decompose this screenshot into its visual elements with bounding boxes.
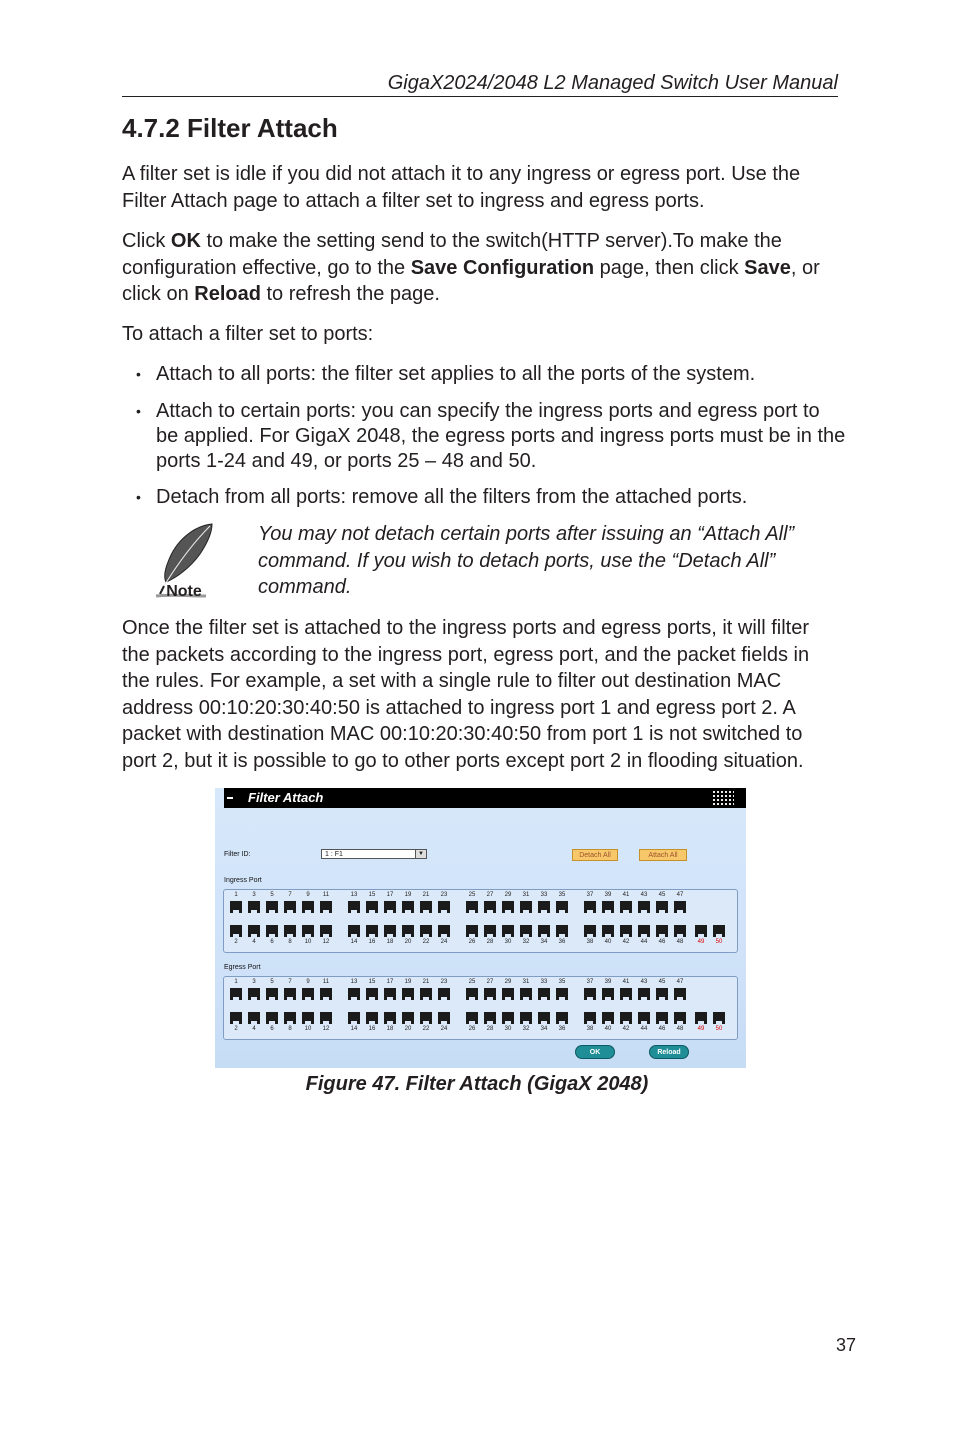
egress-port-21[interactable] [420, 988, 432, 1000]
ingress-port-number: 44 [640, 939, 648, 945]
paragraph-explanation: Once the filter set is attached to the ingress ports and egress ports, it will filter the packets according to the ingress port, egress port, and the packet fields in the rules. For example, a set with a single rule to filter out destination MAC address 00:10:20:30:40:50 is attached to ingress port 1 and egress port 2. A packet with destination MAC 00:10:20:30:40:50 from port 1 is not switched to port 2, but it is possible to go to other ports except port 2 in flooding situation. [122, 617, 810, 772]
egress-port-12[interactable] [320, 1012, 332, 1024]
egress-port-8[interactable] [284, 1012, 296, 1024]
egress-port-42[interactable] [620, 1012, 632, 1024]
egress-port-32[interactable] [520, 1012, 532, 1024]
ingress-port-14[interactable] [348, 925, 360, 937]
egress-port-24[interactable] [438, 1012, 450, 1024]
egress-port-number: 28 [486, 1026, 494, 1032]
ingress-port-number: 4 [252, 939, 256, 945]
ingress-port-35[interactable] [556, 901, 568, 913]
ingress-port-8[interactable] [284, 925, 296, 937]
egress-port-4[interactable] [248, 1012, 260, 1024]
note-label: Note [166, 583, 202, 600]
egress-port-35[interactable] [556, 988, 568, 1000]
minimize-icon [227, 797, 233, 799]
egress-uplink-port-number: 50 [715, 1026, 723, 1032]
ingress-port-number: 7 [288, 892, 292, 898]
ingress-port-3[interactable] [248, 901, 260, 913]
ingress-port-1[interactable] [230, 901, 242, 913]
ingress-port-number: 22 [422, 939, 430, 945]
egress-port-20[interactable] [402, 1012, 414, 1024]
egress-port-11[interactable] [320, 988, 332, 1000]
screenshot-title: Filter Attach [248, 790, 324, 805]
ingress-port-32[interactable] [520, 925, 532, 937]
egress-port-28[interactable] [484, 1012, 496, 1024]
paragraph-attach-intro: To attach a filter set to ports: [122, 323, 374, 345]
egress-port-39[interactable] [602, 988, 614, 1000]
ingress-port-44[interactable] [638, 925, 650, 937]
egress-port-37[interactable] [584, 988, 596, 1000]
egress-port-label: Egress Port [224, 964, 261, 971]
egress-port-31[interactable] [520, 988, 532, 1000]
egress-port-44[interactable] [638, 1012, 650, 1024]
ingress-uplink-port-number: 49 [697, 939, 705, 945]
ingress-port-5[interactable] [266, 901, 278, 913]
egress-port-number: 21 [422, 979, 430, 985]
ingress-port-number: 39 [604, 892, 612, 898]
ingress-port-40[interactable] [602, 925, 614, 937]
egress-port-2[interactable] [230, 1012, 242, 1024]
ingress-port-number: 40 [604, 939, 612, 945]
ingress-port-29[interactable] [502, 901, 514, 913]
ingress-port-number: 34 [540, 939, 548, 945]
egress-port-number: 19 [404, 979, 412, 985]
ingress-port-43[interactable] [638, 901, 650, 913]
egress-port-number: 23 [440, 979, 448, 985]
ingress-port-number: 8 [288, 939, 292, 945]
ingress-port-number: 23 [440, 892, 448, 898]
ingress-port-number: 15 [368, 892, 376, 898]
egress-port-number: 13 [350, 979, 358, 985]
ingress-port-number: 12 [322, 939, 330, 945]
egress-port-number: 31 [522, 979, 530, 985]
egress-port-number: 5 [270, 979, 274, 985]
egress-port-48[interactable] [674, 1012, 686, 1024]
ingress-port-number: 9 [306, 892, 310, 898]
egress-port-number: 8 [288, 1026, 292, 1032]
ingress-port-number: 1 [234, 892, 238, 898]
ingress-port-45[interactable] [656, 901, 668, 913]
egress-port-number: 41 [622, 979, 630, 985]
egress-port-7[interactable] [284, 988, 296, 1000]
ingress-port-number: 25 [468, 892, 476, 898]
ingress-port-number: 33 [540, 892, 548, 898]
ingress-port-34[interactable] [538, 925, 550, 937]
egress-port-number: 42 [622, 1026, 630, 1032]
ingress-port-11[interactable] [320, 901, 332, 913]
attach-all-button[interactable]: Attach All [639, 849, 687, 861]
ingress-port-number: 31 [522, 892, 530, 898]
ingress-port-46[interactable] [656, 925, 668, 937]
ingress-port-number: 47 [676, 892, 684, 898]
ingress-port-number: 32 [522, 939, 530, 945]
egress-port-number: 32 [522, 1026, 530, 1032]
egress-port-number: 30 [504, 1026, 512, 1032]
egress-port-number: 3 [252, 979, 256, 985]
ingress-port-number: 26 [468, 939, 476, 945]
ingress-port-number: 48 [676, 939, 684, 945]
bullet-item: • Attach to certain ports: you can specify the ingress ports and egress port to be applied. For GigaX 2048, the egress ports and ingress ports must be in the ports 1-24 and 49, or ports 25 – 48 and 50. [136, 400, 846, 472]
ingress-port-number: 10 [304, 939, 312, 945]
section-title: 4.7.2 Filter Attach [122, 113, 338, 143]
egress-port-38[interactable] [584, 1012, 596, 1024]
ingress-port-number: 28 [486, 939, 494, 945]
ingress-port-47[interactable] [674, 901, 686, 913]
ingress-port-number: 6 [270, 939, 274, 945]
filter-attach-screenshot [215, 788, 746, 1068]
egress-port-6[interactable] [266, 1012, 278, 1024]
egress-port-19[interactable] [402, 988, 414, 1000]
ingress-port-number: 19 [404, 892, 412, 898]
ingress-port-28[interactable] [484, 925, 496, 937]
egress-port-number: 29 [504, 979, 512, 985]
ingress-port-number: 14 [350, 939, 358, 945]
egress-port-13[interactable] [348, 988, 360, 1000]
ingress-port-21[interactable] [420, 901, 432, 913]
ingress-port-6[interactable] [266, 925, 278, 937]
note-text: You may not detach certain ports after issuing an “Attach All” command. If you wish to detach ports, use the “Detach All” command. [258, 523, 795, 598]
egress-port-number: 34 [540, 1026, 548, 1032]
ingress-port-number: 13 [350, 892, 358, 898]
dotted-logo-icon [712, 790, 734, 806]
egress-port-number: 40 [604, 1026, 612, 1032]
ingress-port-number: 37 [586, 892, 594, 898]
ingress-port-37[interactable] [584, 901, 596, 913]
ingress-port-18[interactable] [384, 925, 396, 937]
egress-port-23[interactable] [438, 988, 450, 1000]
ingress-port-30[interactable] [502, 925, 514, 937]
ok-button[interactable]: OK [575, 1045, 615, 1059]
ingress-port-10[interactable] [302, 925, 314, 937]
egress-port-number: 6 [270, 1026, 274, 1032]
page-number: 37 [836, 1335, 857, 1355]
paragraph-intro: A filter set is idle if you did not attach it to any ingress or egress port. Use the Filter Attach page to attach a filter set to ingress and egress ports. [122, 163, 801, 212]
egress-port-26[interactable] [466, 1012, 478, 1024]
bullet-item: • Attach to all ports: the filter set applies to all the ports of the system. [136, 363, 756, 385]
egress-port-5[interactable] [266, 988, 278, 1000]
egress-port-number: 26 [468, 1026, 476, 1032]
ingress-port-16[interactable] [366, 925, 378, 937]
egress-port-43[interactable] [638, 988, 650, 1000]
egress-port-number: 39 [604, 979, 612, 985]
egress-port-49[interactable] [695, 1012, 707, 1024]
ingress-port-number: 2 [234, 939, 238, 945]
egress-port-number: 44 [640, 1026, 648, 1032]
ingress-port-panel [223, 889, 738, 953]
reload-button[interactable]: Reload [649, 1045, 689, 1059]
ingress-port-20[interactable] [402, 925, 414, 937]
egress-port-number: 4 [252, 1026, 256, 1032]
egress-port-3[interactable] [248, 988, 260, 1000]
egress-port-10[interactable] [302, 1012, 314, 1024]
ingress-port-49[interactable] [695, 925, 707, 937]
ingress-port-38[interactable] [584, 925, 596, 937]
ingress-port-number: 45 [658, 892, 666, 898]
detach-all-button[interactable]: Detach All [572, 849, 618, 861]
egress-port-29[interactable] [502, 988, 514, 1000]
egress-port-number: 1 [234, 979, 238, 985]
egress-port-41[interactable] [620, 988, 632, 1000]
egress-port-number: 45 [658, 979, 666, 985]
ingress-port-number: 43 [640, 892, 648, 898]
ingress-port-27[interactable] [484, 901, 496, 913]
bullet-dot: • [136, 403, 141, 419]
egress-port-number: 10 [304, 1026, 312, 1032]
egress-port-34[interactable] [538, 1012, 550, 1024]
egress-port-14[interactable] [348, 1012, 360, 1024]
egress-port-25[interactable] [466, 988, 478, 1000]
egress-port-number: 7 [288, 979, 292, 985]
ingress-port-23[interactable] [438, 901, 450, 913]
egress-port-number: 17 [386, 979, 394, 985]
egress-port-number: 33 [540, 979, 548, 985]
ingress-port-number: 24 [440, 939, 448, 945]
egress-port-number: 12 [322, 1026, 330, 1032]
egress-port-number: 15 [368, 979, 376, 985]
egress-port-number: 25 [468, 979, 476, 985]
paragraph-instructions: Click OK to make the setting send to the switch(HTTP server).To make the configuration effective, go to the Save Configuration page, then click Save, or click on Reload to refresh the page. [122, 230, 820, 305]
egress-uplink-port-number: 49 [697, 1026, 705, 1032]
egress-port-number: 47 [676, 979, 684, 985]
ingress-port-number: 42 [622, 939, 630, 945]
bullet-dot: • [136, 366, 141, 382]
ingress-port-number: 41 [622, 892, 630, 898]
ingress-port-13[interactable] [348, 901, 360, 913]
running-header: GigaX2024/2048 L2 Managed Switch User Manual [122, 70, 838, 97]
egress-port-18[interactable] [384, 1012, 396, 1024]
ingress-port-number: 20 [404, 939, 412, 945]
ingress-port-39[interactable] [602, 901, 614, 913]
egress-port-22[interactable] [420, 1012, 432, 1024]
egress-port-number: 14 [350, 1026, 358, 1032]
egress-port-number: 48 [676, 1026, 684, 1032]
egress-port-16[interactable] [366, 1012, 378, 1024]
egress-port-number: 38 [586, 1026, 594, 1032]
ingress-port-24[interactable] [438, 925, 450, 937]
ingress-port-19[interactable] [402, 901, 414, 913]
ingress-port-7[interactable] [284, 901, 296, 913]
egress-port-45[interactable] [656, 988, 668, 1000]
ingress-port-48[interactable] [674, 925, 686, 937]
ingress-port-42[interactable] [620, 925, 632, 937]
egress-port-1[interactable] [230, 988, 242, 1000]
ingress-port-number: 3 [252, 892, 256, 898]
ingress-port-number: 27 [486, 892, 494, 898]
figure-caption: Figure 47. Filter Attach (GigaX 2048) [305, 1073, 649, 1095]
ingress-port-25[interactable] [466, 901, 478, 913]
egress-port-number: 18 [386, 1026, 394, 1032]
ingress-port-number: 5 [270, 892, 274, 898]
ingress-port-50[interactable] [713, 925, 725, 937]
egress-port-number: 11 [322, 979, 330, 985]
egress-port-47[interactable] [674, 988, 686, 1000]
ingress-port-12[interactable] [320, 925, 332, 937]
egress-port-36[interactable] [556, 1012, 568, 1024]
bullet-item: • Detach from all ports: remove all the filters from the attached ports. [136, 486, 748, 508]
egress-port-number: 2 [234, 1026, 238, 1032]
egress-port-40[interactable] [602, 1012, 614, 1024]
ingress-port-22[interactable] [420, 925, 432, 937]
egress-port-46[interactable] [656, 1012, 668, 1024]
egress-port-number: 37 [586, 979, 594, 985]
filter-id-select[interactable]: 1 : F1 ▼ [321, 849, 427, 859]
egress-port-15[interactable] [366, 988, 378, 1000]
ingress-port-31[interactable] [520, 901, 532, 913]
egress-port-9[interactable] [302, 988, 314, 1000]
ingress-port-4[interactable] [248, 925, 260, 937]
chevron-down-icon: ▼ [415, 850, 426, 858]
egress-port-30[interactable] [502, 1012, 514, 1024]
bullet-dot: • [136, 489, 141, 505]
ingress-port-number: 11 [322, 892, 330, 898]
egress-port-number: 20 [404, 1026, 412, 1032]
ingress-port-15[interactable] [366, 901, 378, 913]
ingress-port-26[interactable] [466, 925, 478, 937]
ingress-port-17[interactable] [384, 901, 396, 913]
egress-port-number: 46 [658, 1026, 666, 1032]
egress-port-number: 22 [422, 1026, 430, 1032]
egress-port-panel [223, 976, 738, 1040]
ingress-port-41[interactable] [620, 901, 632, 913]
ingress-port-2[interactable] [230, 925, 242, 937]
egress-port-27[interactable] [484, 988, 496, 1000]
egress-port-number: 27 [486, 979, 494, 985]
ingress-port-label: Ingress Port [224, 877, 262, 884]
filter-id-label: Filter ID: [224, 851, 251, 858]
egress-port-number: 35 [558, 979, 566, 985]
ingress-port-number: 21 [422, 892, 430, 898]
ingress-port-number: 17 [386, 892, 394, 898]
ingress-port-36[interactable] [556, 925, 568, 937]
ingress-uplink-port-number: 50 [715, 939, 723, 945]
screenshot-title-bar [224, 788, 746, 808]
egress-port-number: 9 [306, 979, 310, 985]
ingress-port-number: 36 [558, 939, 566, 945]
ingress-port-number: 38 [586, 939, 594, 945]
egress-port-number: 36 [558, 1026, 566, 1032]
ingress-port-number: 16 [368, 939, 376, 945]
ingress-port-9[interactable] [302, 901, 314, 913]
egress-port-number: 43 [640, 979, 648, 985]
ingress-port-33[interactable] [538, 901, 550, 913]
ingress-port-number: 35 [558, 892, 566, 898]
egress-port-number: 16 [368, 1026, 376, 1032]
egress-port-number: 24 [440, 1026, 448, 1032]
ingress-port-number: 29 [504, 892, 512, 898]
ingress-port-number: 18 [386, 939, 394, 945]
egress-port-33[interactable] [538, 988, 550, 1000]
egress-port-50[interactable] [713, 1012, 725, 1024]
egress-port-17[interactable] [384, 988, 396, 1000]
ingress-port-number: 46 [658, 939, 666, 945]
ingress-port-number: 30 [504, 939, 512, 945]
